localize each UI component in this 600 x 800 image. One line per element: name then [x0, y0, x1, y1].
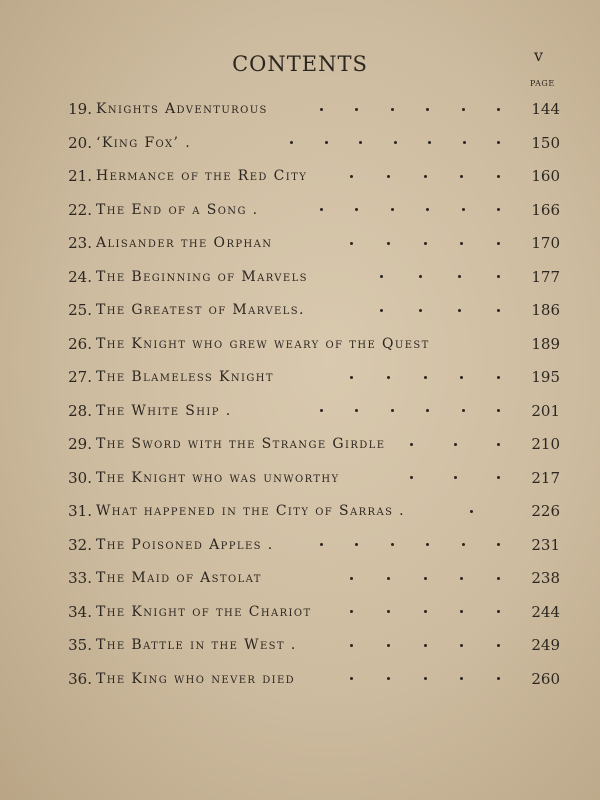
- leader-dot: [350, 610, 353, 613]
- chapter-number: 30.: [68, 468, 92, 487]
- chapter-title: Hermance of the Red City: [96, 168, 308, 184]
- leader-dot: [497, 208, 500, 211]
- chapter-page-number: 166: [531, 200, 560, 219]
- chapter-number: 36.: [68, 669, 92, 688]
- chapter-title: The King who never died: [96, 670, 296, 687]
- chapter-title: Knights Adventurous: [96, 101, 268, 117]
- page-column-label: PAGE: [530, 79, 555, 88]
- chapter-title: The Knight who grew weary of the Quest: [96, 335, 430, 352]
- leader-dot: [325, 141, 328, 144]
- leader-dot: [387, 677, 390, 680]
- leader-dot: [463, 141, 466, 144]
- leader-dot: [497, 309, 500, 312]
- dot-leader: [410, 430, 500, 458]
- chapter-page-number: 195: [531, 368, 560, 386]
- leader-dot: [460, 610, 463, 613]
- leader-dot: [497, 108, 500, 111]
- leader-dot: [424, 577, 427, 580]
- leader-dot: [454, 443, 457, 446]
- chapter-page-number: 260: [531, 669, 560, 688]
- dot-leader: [350, 162, 500, 190]
- leader-dot: [462, 543, 465, 546]
- chapter-title: The Battle in the West .: [96, 637, 297, 653]
- chapter-page-number: 177: [531, 267, 560, 286]
- toc-entry: [0, 665, 600, 693]
- leader-dot: [497, 644, 500, 647]
- chapter-number: 33.: [68, 569, 92, 587]
- chapter-page-number: 210: [531, 435, 560, 453]
- leader-dot: [497, 141, 500, 144]
- leader-dot: [428, 141, 431, 144]
- leader-dot: [462, 108, 465, 111]
- chapter-title: What happened in the City of Sarras .: [96, 503, 406, 519]
- toc-entry: [0, 464, 600, 492]
- leader-dot: [424, 242, 427, 245]
- chapter-title: The Blameless Knight: [96, 369, 274, 385]
- chapter-number: 20.: [68, 133, 92, 152]
- chapter-title: The Knight of the Chariot: [96, 603, 312, 620]
- toc-entry: [0, 129, 600, 157]
- chapter-page-number: 231: [531, 535, 560, 554]
- chapter-page-number: 144: [531, 100, 560, 118]
- leader-dot: [497, 376, 500, 379]
- chapter-number: 22.: [68, 200, 92, 219]
- chapter-title: Alisander the Orphan: [96, 235, 273, 251]
- leader-dot: [497, 577, 500, 580]
- leader-dot: [497, 242, 500, 245]
- chapter-number: 27.: [68, 368, 92, 386]
- dot-leader: [320, 95, 500, 123]
- leader-dot: [497, 443, 500, 446]
- leader-dot: [380, 275, 383, 278]
- chapter-page-number: 160: [531, 167, 560, 185]
- dot-leader: [350, 229, 500, 257]
- leader-dot: [424, 677, 427, 680]
- leader-dot: [350, 242, 353, 245]
- leader-dot: [391, 543, 394, 546]
- leader-dot: [350, 175, 353, 178]
- leader-dot: [424, 610, 427, 613]
- dot-leader: [350, 665, 500, 693]
- chapter-page-number: 244: [531, 602, 560, 621]
- leader-dot: [460, 376, 463, 379]
- leader-dot: [424, 376, 427, 379]
- dot-leader: [380, 263, 500, 291]
- chapter-page-number: 226: [531, 502, 560, 520]
- dot-leader: [290, 129, 500, 157]
- leader-dot: [426, 409, 429, 412]
- toc-entry: [0, 330, 600, 358]
- leader-dot: [410, 476, 413, 479]
- chapter-number: 31.: [68, 502, 92, 520]
- leader-dot: [497, 610, 500, 613]
- leader-dot: [462, 409, 465, 412]
- leader-dot: [419, 275, 422, 278]
- chapter-page-number: 189: [531, 334, 560, 353]
- toc-entry: [0, 263, 600, 291]
- toc-entry: [0, 564, 600, 592]
- leader-dot: [426, 543, 429, 546]
- leader-dot: [419, 309, 422, 312]
- leader-dot: [387, 242, 390, 245]
- leader-dot: [410, 443, 413, 446]
- leader-dot: [320, 543, 323, 546]
- toc-entry: [0, 397, 600, 425]
- roman-page-number: v: [534, 46, 544, 65]
- leader-dot: [290, 141, 293, 144]
- dot-leader: [320, 196, 500, 224]
- leader-dot: [391, 208, 394, 211]
- toc-entry: [0, 631, 600, 659]
- leader-dot: [460, 644, 463, 647]
- leader-dot: [394, 141, 397, 144]
- chapter-number: 19.: [68, 100, 92, 118]
- leader-dot: [350, 376, 353, 379]
- toc-entry: [0, 162, 600, 190]
- chapter-number: 28.: [68, 401, 92, 420]
- chapter-page-number: 170: [531, 234, 560, 252]
- toc-entry: [0, 598, 600, 626]
- leader-dot: [460, 175, 463, 178]
- toc-entry: [0, 531, 600, 559]
- dot-leader: [350, 598, 500, 626]
- chapter-number: 21.: [68, 167, 92, 185]
- leader-dot: [391, 409, 394, 412]
- toc-entry: [0, 497, 600, 525]
- chapter-title: The End of a Song .: [96, 201, 259, 218]
- leader-dot: [387, 644, 390, 647]
- leader-dot: [355, 409, 358, 412]
- chapter-title: The Poisoned Apples .: [96, 536, 274, 553]
- leader-dot: [320, 108, 323, 111]
- leader-dot: [424, 175, 427, 178]
- chapter-title: The Sword with the Strange Girdle: [96, 436, 386, 452]
- toc-entry: [0, 229, 600, 257]
- leader-dot: [387, 376, 390, 379]
- chapter-page-number: 249: [531, 636, 560, 654]
- leader-dot: [460, 242, 463, 245]
- toc-entry: [0, 95, 600, 123]
- chapter-title: The Maid of Astolat: [96, 570, 262, 586]
- chapter-title: The White Ship .: [96, 402, 232, 419]
- leader-dot: [497, 409, 500, 412]
- dot-leader: [350, 363, 500, 391]
- leader-dot: [387, 175, 390, 178]
- leader-dot: [458, 309, 461, 312]
- leader-dot: [387, 577, 390, 580]
- chapter-number: 35.: [68, 636, 92, 654]
- leader-dot: [320, 208, 323, 211]
- leader-dot: [454, 476, 457, 479]
- leader-dot: [350, 644, 353, 647]
- dot-leader: [410, 464, 500, 492]
- toc-entry: [0, 430, 600, 458]
- leader-dot: [355, 108, 358, 111]
- leader-dot: [391, 108, 394, 111]
- leader-dot: [470, 510, 473, 513]
- leader-dot: [462, 208, 465, 211]
- leader-dot: [424, 644, 427, 647]
- leader-dot: [426, 208, 429, 211]
- chapter-page-number: 201: [531, 401, 560, 420]
- chapter-page-number: 238: [531, 569, 560, 587]
- leader-dot: [380, 309, 383, 312]
- leader-dot: [497, 476, 500, 479]
- chapter-number: 26.: [68, 334, 92, 353]
- page-title: CONTENTS: [232, 52, 368, 76]
- chapter-page-number: 186: [531, 301, 560, 319]
- leader-dot: [426, 108, 429, 111]
- toc-entry: [0, 196, 600, 224]
- chapter-number: 24.: [68, 267, 92, 286]
- chapter-page-number: 150: [531, 133, 560, 152]
- chapter-title: The Greatest of Marvels.: [96, 302, 305, 318]
- dot-leader: [350, 631, 500, 659]
- leader-dot: [320, 409, 323, 412]
- leader-dot: [350, 577, 353, 580]
- leader-dot: [355, 543, 358, 546]
- chapter-title: ‘King Fox’ .: [96, 134, 192, 151]
- chapter-number: 23.: [68, 234, 92, 252]
- chapter-title: The Knight who was unworthy: [96, 469, 340, 486]
- chapter-page-number: 217: [531, 468, 560, 487]
- leader-dot: [359, 141, 362, 144]
- leader-dot: [460, 577, 463, 580]
- leader-dot: [460, 677, 463, 680]
- dot-leader: [320, 397, 500, 425]
- dot-leader: [470, 497, 500, 525]
- chapter-number: 29.: [68, 435, 92, 453]
- chapter-number: 34.: [68, 602, 92, 621]
- leader-dot: [497, 175, 500, 178]
- chapter-number: 32.: [68, 535, 92, 554]
- chapter-title: The Beginning of Marvels: [96, 268, 308, 285]
- leader-dot: [497, 677, 500, 680]
- leader-dot: [497, 543, 500, 546]
- leader-dot: [387, 610, 390, 613]
- chapter-number: 25.: [68, 301, 92, 319]
- dot-leader: [350, 564, 500, 592]
- toc-entry: [0, 363, 600, 391]
- leader-dot: [497, 275, 500, 278]
- leader-dot: [458, 275, 461, 278]
- dot-leader: [380, 296, 500, 324]
- dot-leader: [320, 531, 500, 559]
- leader-dot: [355, 208, 358, 211]
- toc-entry: [0, 296, 600, 324]
- leader-dot: [350, 677, 353, 680]
